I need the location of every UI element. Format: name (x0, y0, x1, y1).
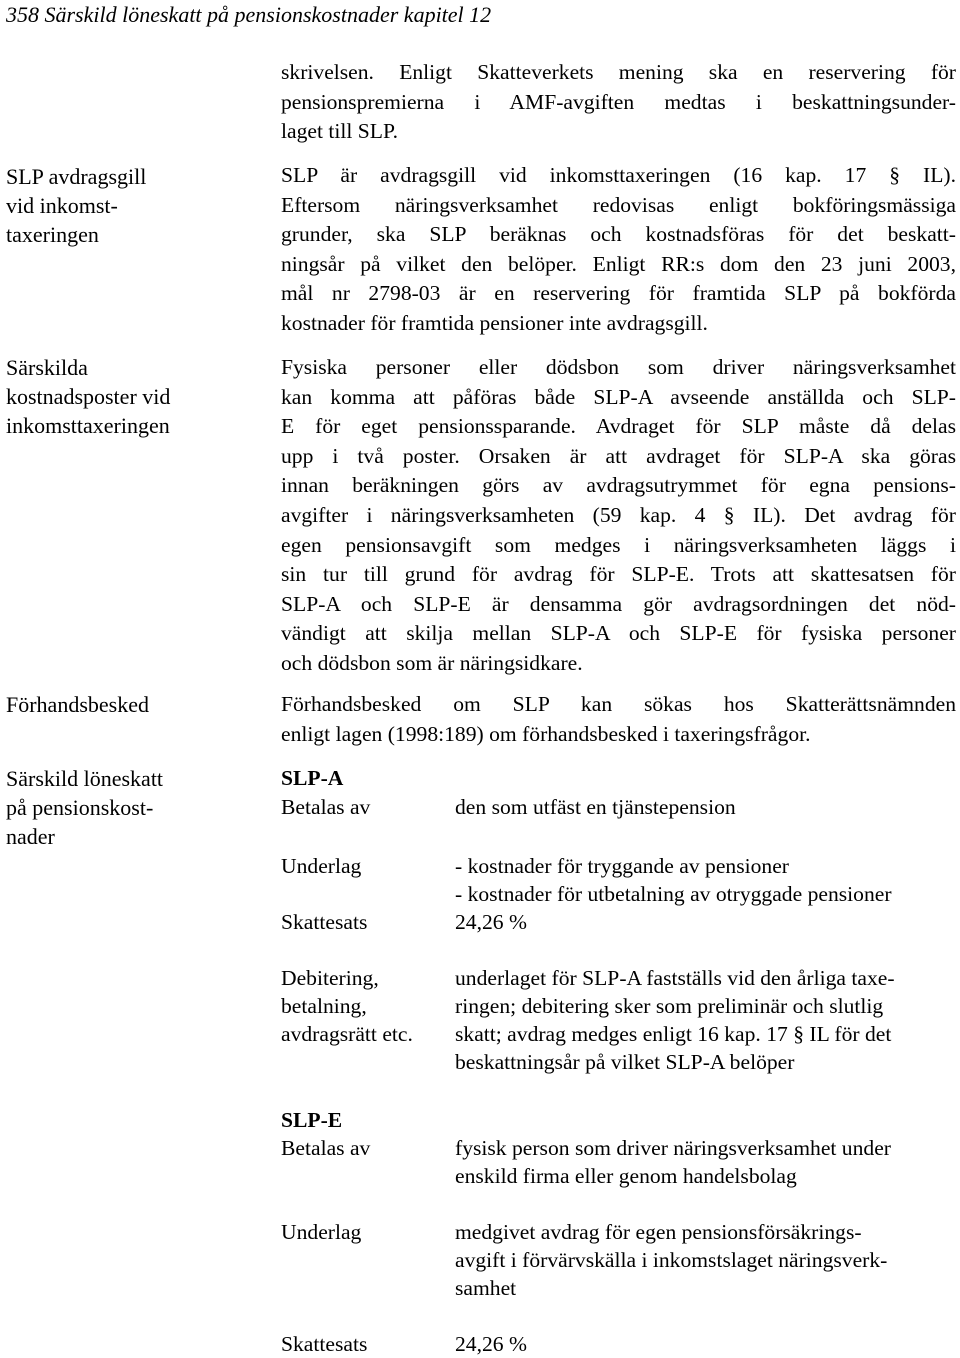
slp-a-debitering-value: underlaget för SLP-A fastställs vid den årliga taxe- ringen; debitering sker som preliminär och slutlig skatt; avdrag medges enligt 16 kap. 17 § IL för det beskattningsår på vilket SLP-A belöper (455, 966, 895, 1074)
margin-note-kostnadsposter: Särskilda kostnadsposter vid inkomsttaxeringen (6, 355, 171, 438)
paragraph-fysiska-personer: Fysiska personer eller dödsbon som driver näringsverksamhet kan komma att påföras både SLP-A avseende anställda och SLP- E för eget pensionssparande. Avdraget för SLP måste då delas upp i två poster. Orsaken är att avdraget för SLP-A ska göras innan beräkningen görs av avdragsutrymmet för egna pensions- avgifter i näringsverksamheten (59 kap. 4 § IL). Det avdrag för egen pensionsavgift som medges i näringsverksamheten läggs i sin tur till grund för avdrag för SLP-E. Trots att skattesatsen för SLP-A och SLP-E är densamma gör avdragsordningen det nöd- vändigt att skilja mellan SLP-A och SLP-E för fysiska personer och dödsbon som är näringsidkare. (281, 355, 956, 675)
paragraph-forhandsbesked: Förhandsbesked om SLP kan sökas hos Skatterättsnämnden enligt lagen (1998:189) om förhandsbesked i taxeringsfrågor. (281, 692, 956, 746)
slp-e-skattesats-label: Skattesats (281, 1332, 368, 1356)
slp-a-betalas-label: Betalas av (281, 795, 371, 819)
slp-a-debitering-label: Debitering, betalning, avdragsrätt etc. (281, 966, 413, 1046)
paragraph-avdragsgill: SLP är avdragsgill vid inkomsttaxeringen (16 kap. 17 § IL). Eftersom näringsverksamhet redovisas enligt bokföringsmässiga grunder, ska SLP beräknas och kostnadsföras för det beskatt- ningsår på vilket den belöper. Enligt RR:s dom den 23 juni 2003, mål nr 2798-03 är en reservering för framtida SLP på bokförda kostnader för framtida pensioner inte avdragsgill. (281, 163, 956, 335)
paragraph-skrivelsen: skrivelsen. Enligt Skatteverkets mening ska en reservering för pensionspremierna i AMF-avgiften medtas i beskattningsunder- laget till SLP. (281, 60, 956, 144)
slp-e-betalas-value: fysisk person som driver näringsverksamhet under enskild firma eller genom handelsbolag (455, 1136, 891, 1188)
slp-e-underlag-value: medgivet avdrag för egen pensionsförsäkrings- avgift i förvärvskälla i inkomstslaget näringsverk- samhet (455, 1220, 888, 1300)
slp-a-skattesats-value: 24,26 % (455, 910, 527, 934)
slp-a-underlag-label: Underlag (281, 854, 362, 878)
margin-note-forhandsbesked: Förhandsbesked (6, 692, 149, 717)
slp-e-betalas-label: Betalas av (281, 1136, 371, 1160)
running-header: 358 Särskild löneskatt på pensionskostnader kapitel 12 (6, 2, 492, 27)
slp-e-heading: SLP-E (281, 1108, 343, 1132)
slp-a-heading: SLP-A (281, 766, 344, 790)
slp-a-underlag-1: - kostnader för tryggande av pensioner (455, 854, 789, 878)
slp-a-underlag-2: - kostnader för utbetalning av otryggade pensioner (455, 882, 892, 906)
slp-a-skattesats-label: Skattesats (281, 910, 368, 934)
slp-e-skattesats-value: 24,26 % (455, 1332, 527, 1356)
slp-e-underlag-label: Underlag (281, 1220, 362, 1244)
slp-a-betalas-value: den som utfäst en tjänstepension (455, 795, 736, 819)
margin-note-avdragsgill: SLP avdragsgill vid inkomst- taxeringen (6, 164, 147, 247)
margin-note-sarskild-loneskatt: Särskild löneskatt på pensionskost- nader (6, 766, 164, 849)
